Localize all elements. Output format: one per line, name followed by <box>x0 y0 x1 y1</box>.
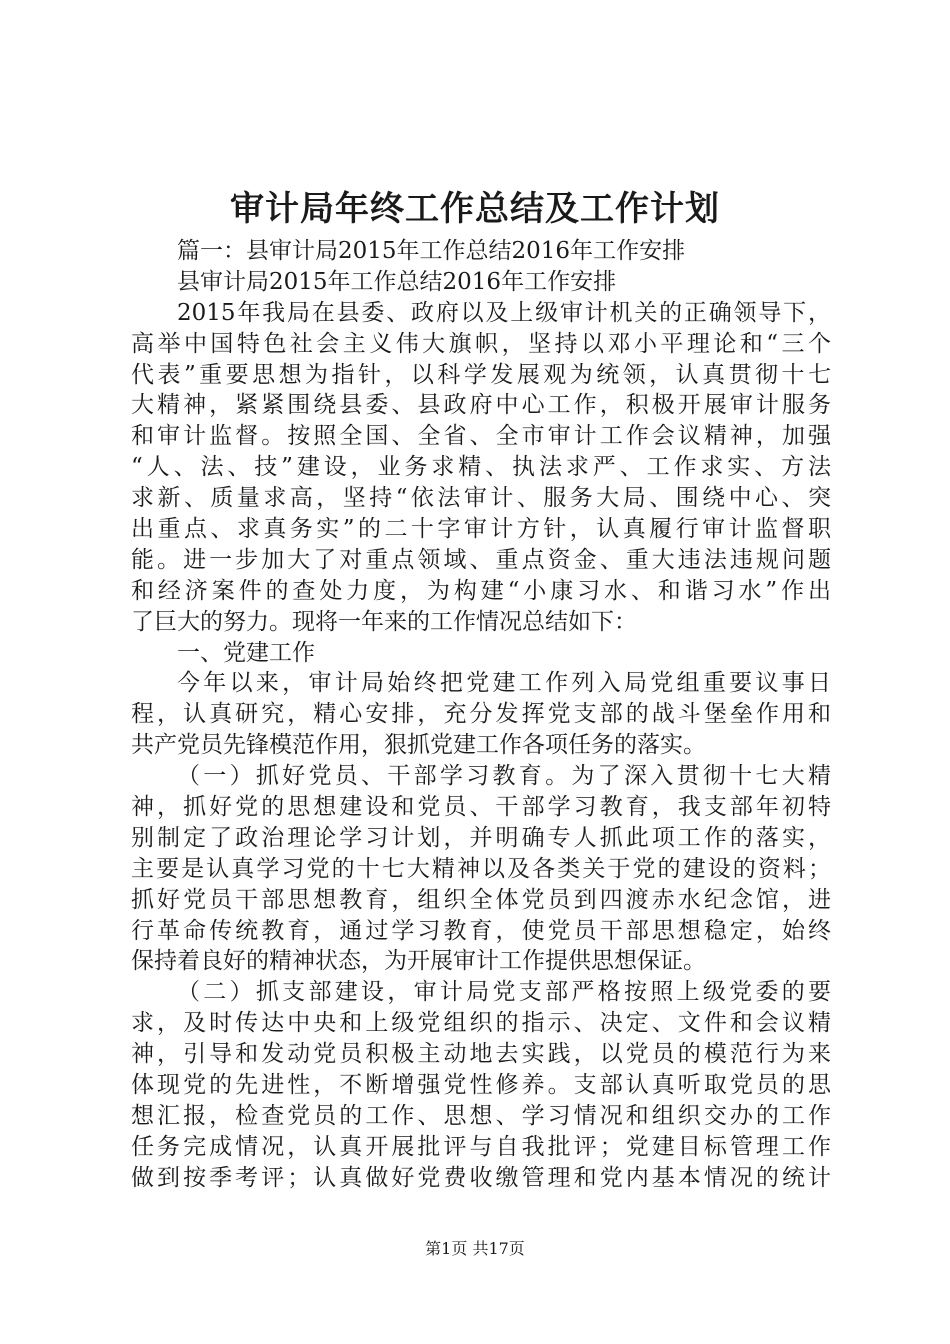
text-line: 神，抓好党的思想建设和党员、干部学习教育，我支部年初特 <box>131 794 831 821</box>
text-line: 体现党的先进性，不断增强党性修养。支部认真听取党员的思 <box>131 1072 831 1099</box>
text-line: 程，认真研究，精心安排，充分发挥党支部的战斗堡垒作用和 <box>131 701 831 728</box>
text-line: 高举中国特色社会主义伟大旗帜，坚持以邓小平理论和“三个 <box>131 330 831 357</box>
text-line: 求，及时传达中央和上级党组织的指示、决定、文件和会议精 <box>131 1010 831 1037</box>
text-line: 神，引导和发动党员积极主动地去实践，以党员的模范行为来 <box>131 1041 831 1068</box>
page-footer: 第1页 共17页 <box>425 1239 525 1258</box>
text-line: 共产党员先锋模范作用，狠抓党建工作各项任务的落实。 <box>131 732 706 759</box>
text-line: 代表”重要思想为指针，以科学发展观为统领，认真贯彻十七 <box>131 361 831 388</box>
text-line: 抓好党员干部思想教育，组织全体党员到四渡赤水纪念馆，进 <box>131 886 831 913</box>
text-line: 能。进一步加大了对重点领域、重点资金、重大违法违规问题 <box>131 546 831 573</box>
text-line: 篇一：县审计局2015年工作总结2016年工作安排 <box>177 238 686 264</box>
text-line: （二）抓支部建设，审计局党支部严格按照上级党委的要 <box>177 979 831 1006</box>
text-line: 一、党建工作 <box>177 639 315 666</box>
text-line: 今年以来，审计局始终把党建工作列入局党组重要议事日 <box>177 670 831 697</box>
text-line: 做到按季考评；认真做好党费收缴管理和党内基本情况的统计 <box>131 1164 831 1191</box>
text-line: 别制定了政治理论学习计划，并明确专人抓此项工作的落实， <box>131 824 831 851</box>
text-line: 保持着良好的精神状态，为开展审计工作提供思想保证。 <box>131 948 706 975</box>
text-line: 主要是认真学习党的十七大精神以及各类关于党的建设的资料； <box>131 855 831 882</box>
text-line: 行革命传统教育，通过学习教育，使党员干部思想稳定，始终 <box>131 917 831 944</box>
text-line: 任务完成情况，认真开展批评与自我批评；党建目标管理工作 <box>131 1133 831 1160</box>
text-line: 想汇报，检查党员的工作、思想、学习情况和组织交办的工作 <box>131 1102 831 1129</box>
text-line: 大精神，紧紧围绕县委、县政府中心工作，积极开展审计服务 <box>131 392 831 419</box>
document-body <box>131 236 831 1194</box>
text-line: “人、法、技”建设，业务求精、执法求严、工作求实、方法 <box>131 454 831 481</box>
text-line: 了巨大的努力。现将一年来的工作情况总结如下： <box>131 608 637 635</box>
text-line: 出重点、求真务实”的二十字审计方针，认真履行审计监督职 <box>131 516 831 543</box>
text-line: 和经济案件的查处力度，为构建“小康习水、和谐习水”作出 <box>131 577 831 604</box>
text-line: 2015年我局在县委、政府以及上级审计机关的正确领导下， <box>177 299 831 326</box>
text-line: 和审计监督。按照全国、全省、全市审计工作会议精神，加强 <box>131 423 831 450</box>
text-line: （一）抓好党员、干部学习教育。为了深入贯彻十七大精 <box>177 763 831 790</box>
document-title: 审计局年终工作总结及工作计划 <box>230 189 720 229</box>
text-line: 县审计局2015年工作总结2016年工作安排 <box>177 268 617 295</box>
text-line: 求新、质量求高，坚持“依法审计、服务大局、围绕中心、突 <box>131 485 831 512</box>
